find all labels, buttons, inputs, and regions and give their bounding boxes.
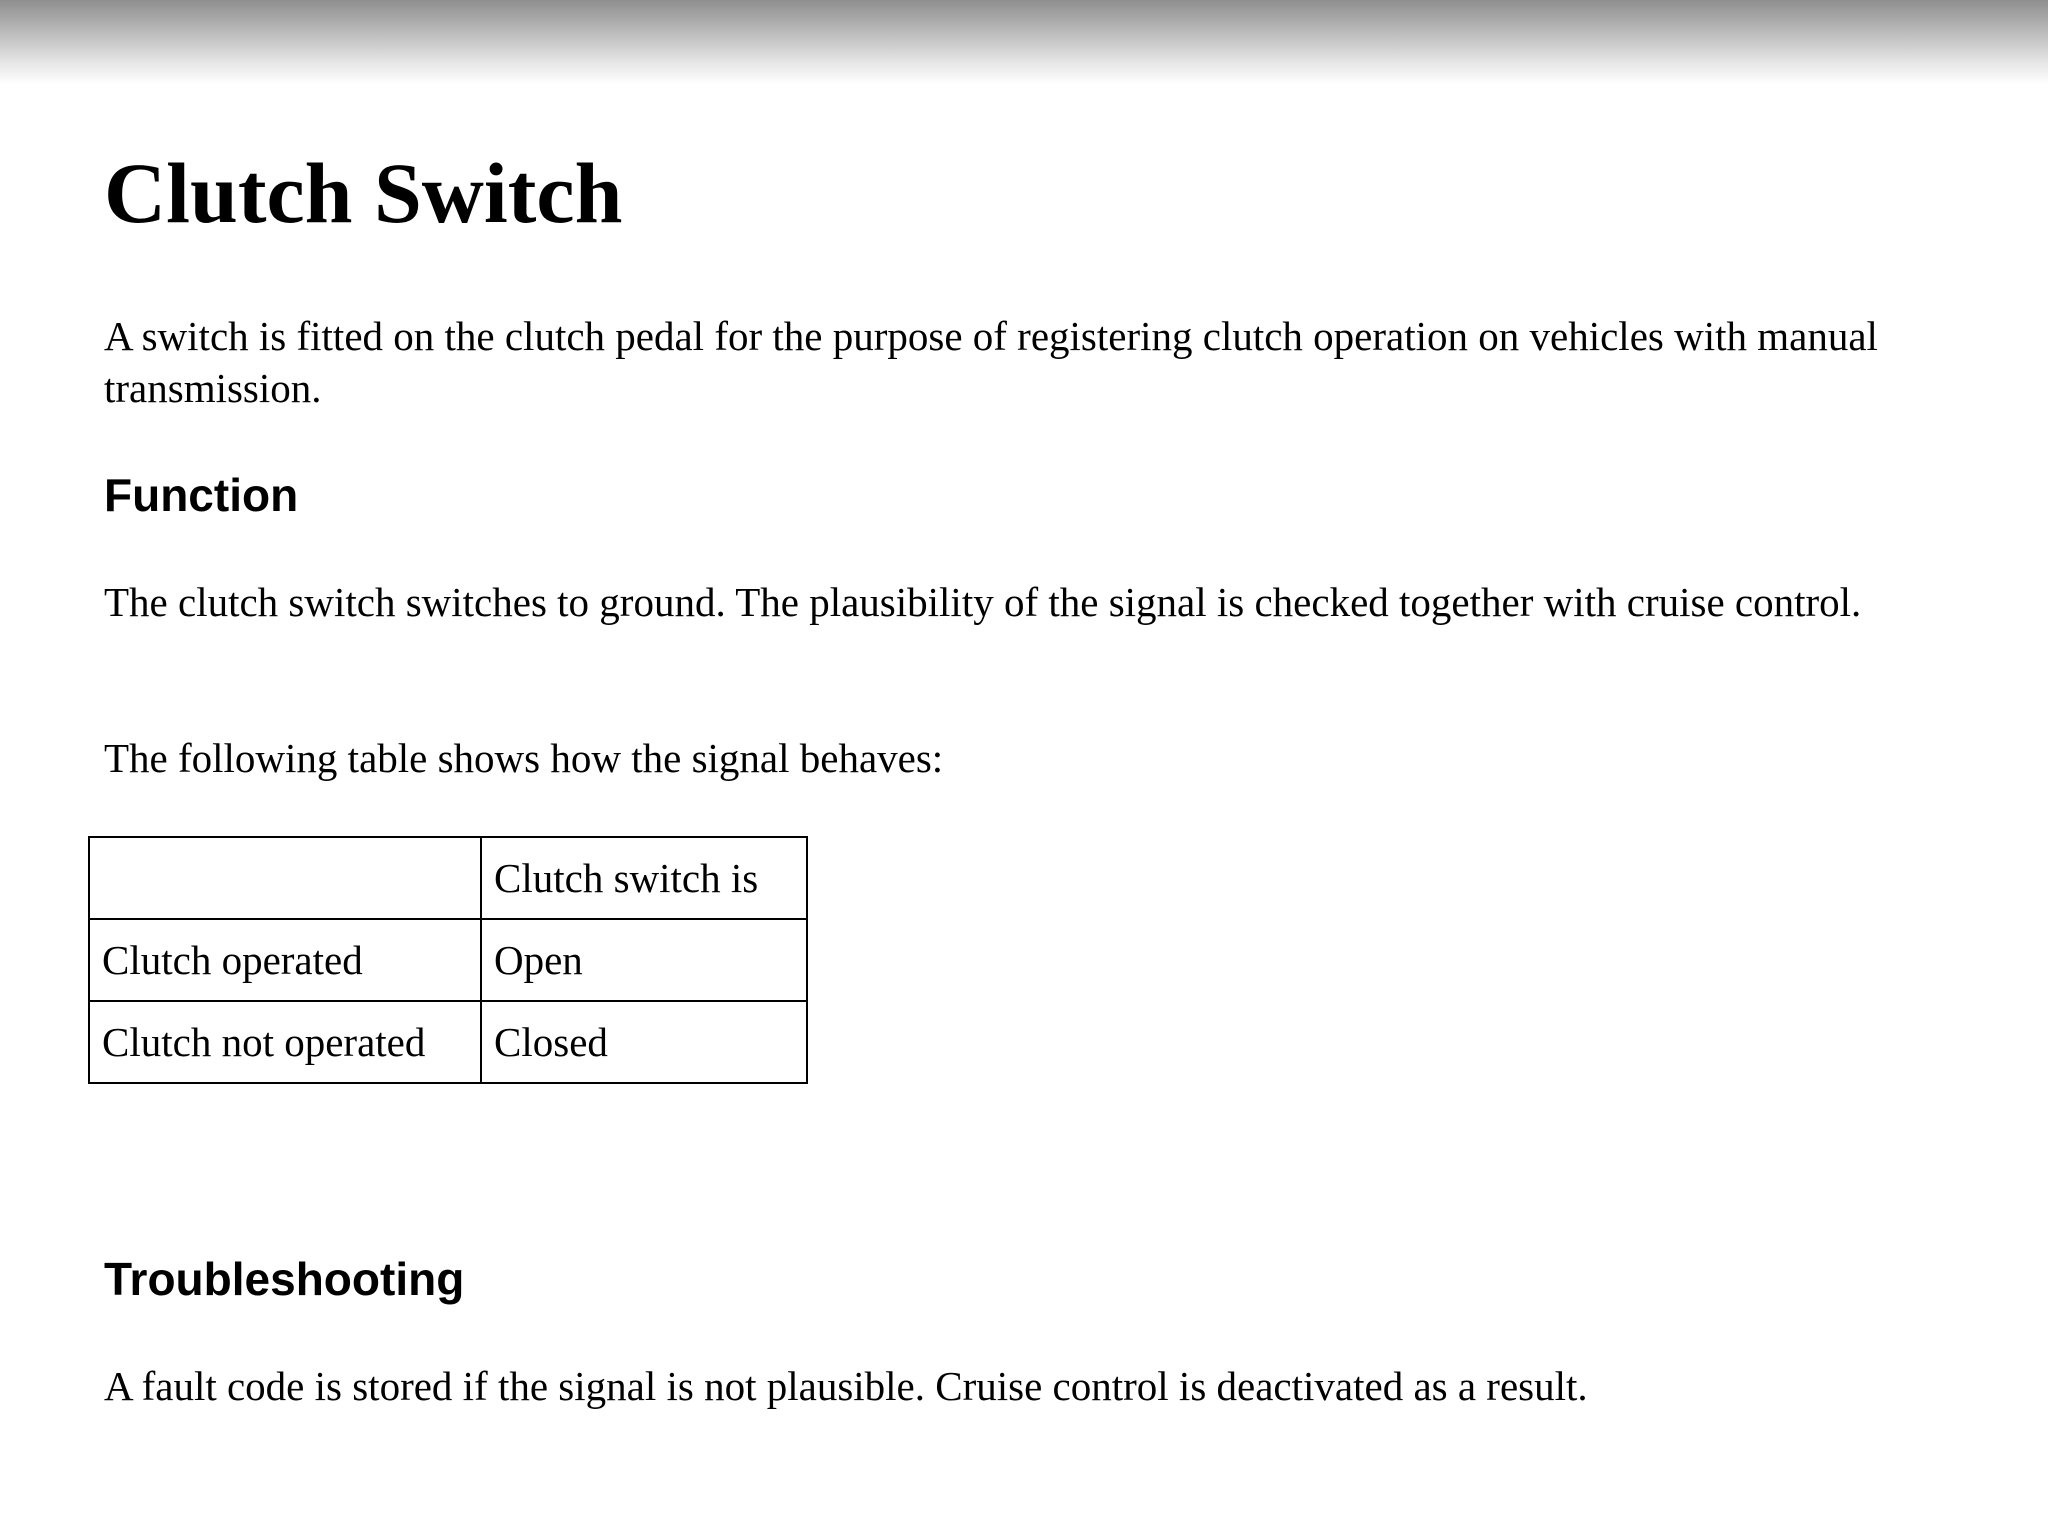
table-cell: Closed [481, 1001, 807, 1083]
function-heading: Function [104, 469, 299, 521]
troubleshooting-paragraph: A fault code is stored if the signal is not plausible. Cruise control is deactivated as a result. [104, 1363, 1588, 1409]
table-intro-paragraph: The following table shows how the signal behaves: [104, 735, 944, 781]
table-cell: Clutch operated [89, 919, 481, 1001]
table-header-cell [89, 837, 481, 919]
intro-paragraph: A switch is fitted on the clutch pedal for the purpose of registering clutch operation on vehicles with manual transmission. [104, 313, 1878, 411]
table-row [89, 919, 807, 1001]
page-title: Clutch Switch [104, 145, 623, 241]
function-paragraph: The clutch switch switches to ground. The plausibility of the signal is checked together with cruise control. [104, 579, 1862, 625]
troubleshooting-heading: Troubleshooting [104, 1253, 465, 1305]
table-cell: Open [481, 919, 807, 1001]
table-row [89, 1001, 807, 1083]
table-header-cell: Clutch switch is [481, 837, 807, 919]
table-header-row [89, 837, 807, 919]
signal-behaviour-table [88, 836, 808, 1084]
table-cell: Clutch not operated [89, 1001, 481, 1083]
